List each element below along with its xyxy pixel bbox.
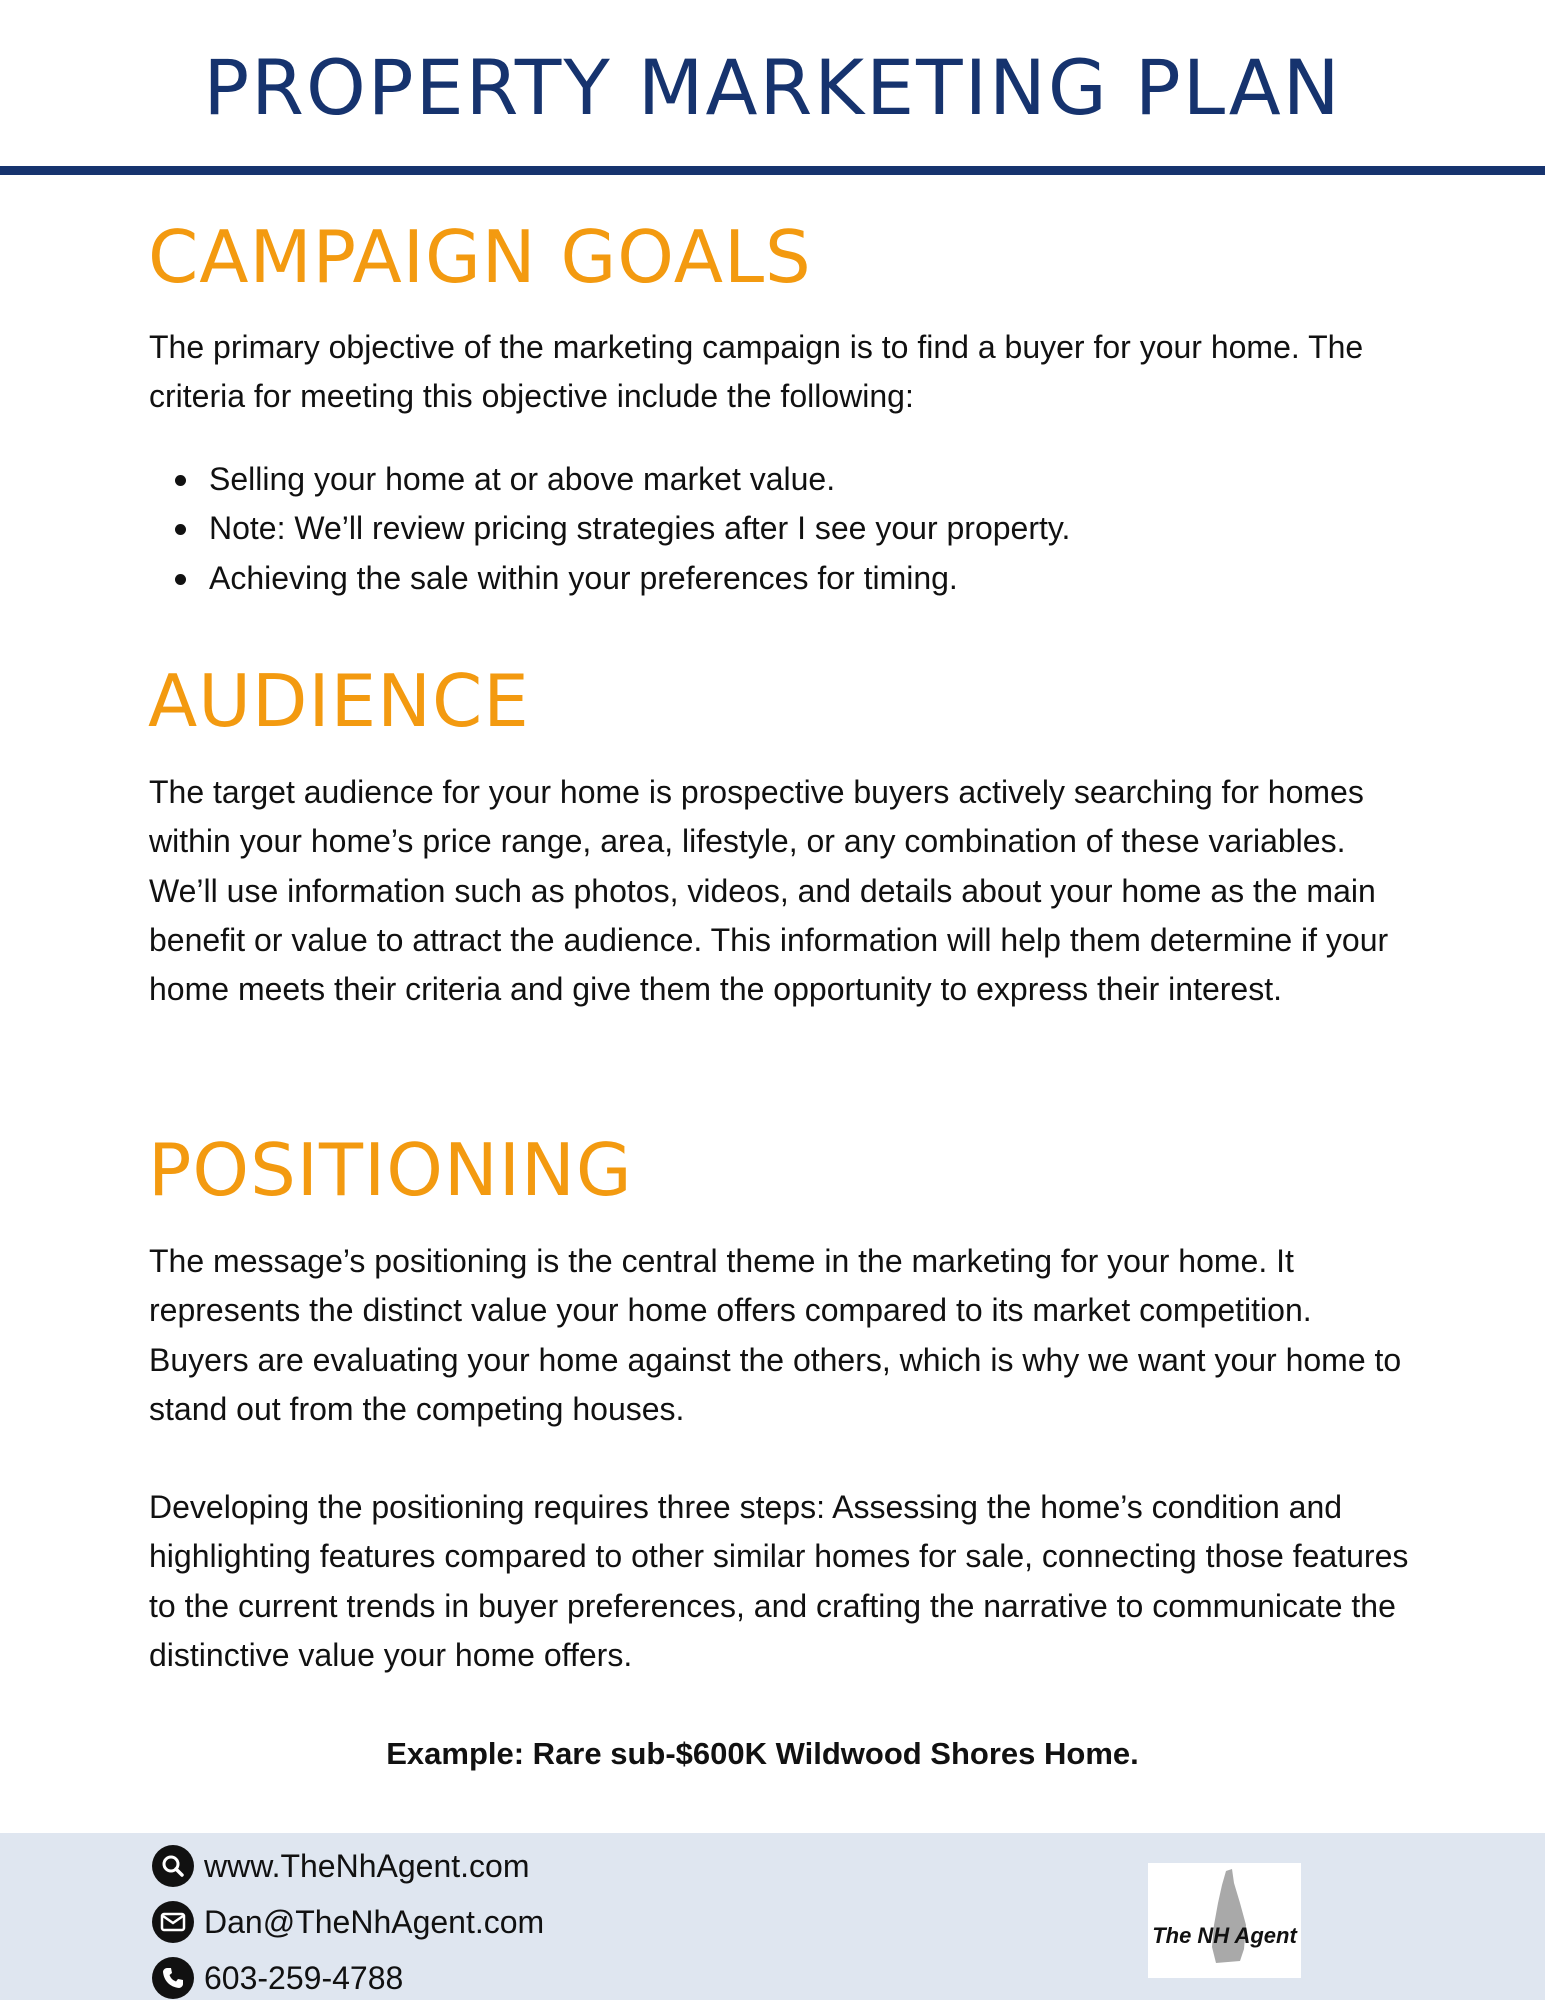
campaign-goals-list	[149, 455, 1409, 603]
campaign-goals-paragraph: The primary objective of the marketing campaign is to find a buyer for your home. The criteria for meeting this objective include the following:	[149, 329, 1364, 415]
page-title: PROPERTY MARKETING PLAN	[203, 43, 1342, 132]
contact-email[interactable]	[152, 1899, 544, 1945]
header-divider	[0, 166, 1545, 175]
contact-phone[interactable]	[152, 1955, 403, 2001]
phone-icon	[152, 1957, 194, 1999]
contact-website[interactable]	[152, 1843, 529, 1889]
email-link[interactable]: Dan@TheNhAgent.com	[204, 1903, 545, 1940]
list-item: Selling your home at or above market value.	[149, 455, 1409, 504]
positioning-paragraph-2: Developing the positioning requires three steps: Assessing the home’s condition and highlighting features compared to other similar homes for sale, connecting those features to the current trends in buyer preferences, and crafting the narrative to communicate the distinctive value your home offers.	[149, 1489, 1409, 1673]
mail-icon	[152, 1901, 194, 1943]
list-item: Note: We’ll review pricing strategies after I see your property.	[149, 504, 1409, 553]
phone-number[interactable]: 603-259-4788	[204, 1959, 404, 1996]
positioning-paragraph-1: The message’s positioning is the central theme in the marketing for your home. It represents the distinct value your home offers compared to its market competition. Buyers are evaluating your home against the others, which is why we want your home to stand out from the competing houses.	[149, 1243, 1402, 1427]
section-heading-audience: AUDIENCE	[148, 659, 530, 743]
audience-paragraph: The target audience for your home is prospective buyers actively searching for homes within your home’s price range, area, lifestyle, or any combination of these variables. We’ll use information such as photos, videos, and details about your home as the main benefit or value to attract the audience. This information will help them determine if your home meets their criteria and give them the opportunity to express their interest.	[149, 774, 1389, 1008]
search-icon	[152, 1845, 194, 1887]
positioning-example: Example: Rare sub-$600K Wildwood Shores Home.	[386, 1736, 1139, 1771]
website-link[interactable]: www.TheNhAgent.com	[204, 1847, 530, 1884]
section-heading-positioning: POSITIONING	[148, 1128, 633, 1212]
logo	[1148, 1863, 1301, 1978]
section-heading-campaign-goals: CAMPAIGN GOALS	[148, 215, 812, 299]
nh-state-icon	[1148, 1863, 1301, 1978]
footer	[0, 1833, 1545, 2000]
logo-text: The NH Agent	[1152, 1923, 1297, 1948]
list-item: Achieving the sale within your preferences for timing.	[149, 554, 1409, 603]
